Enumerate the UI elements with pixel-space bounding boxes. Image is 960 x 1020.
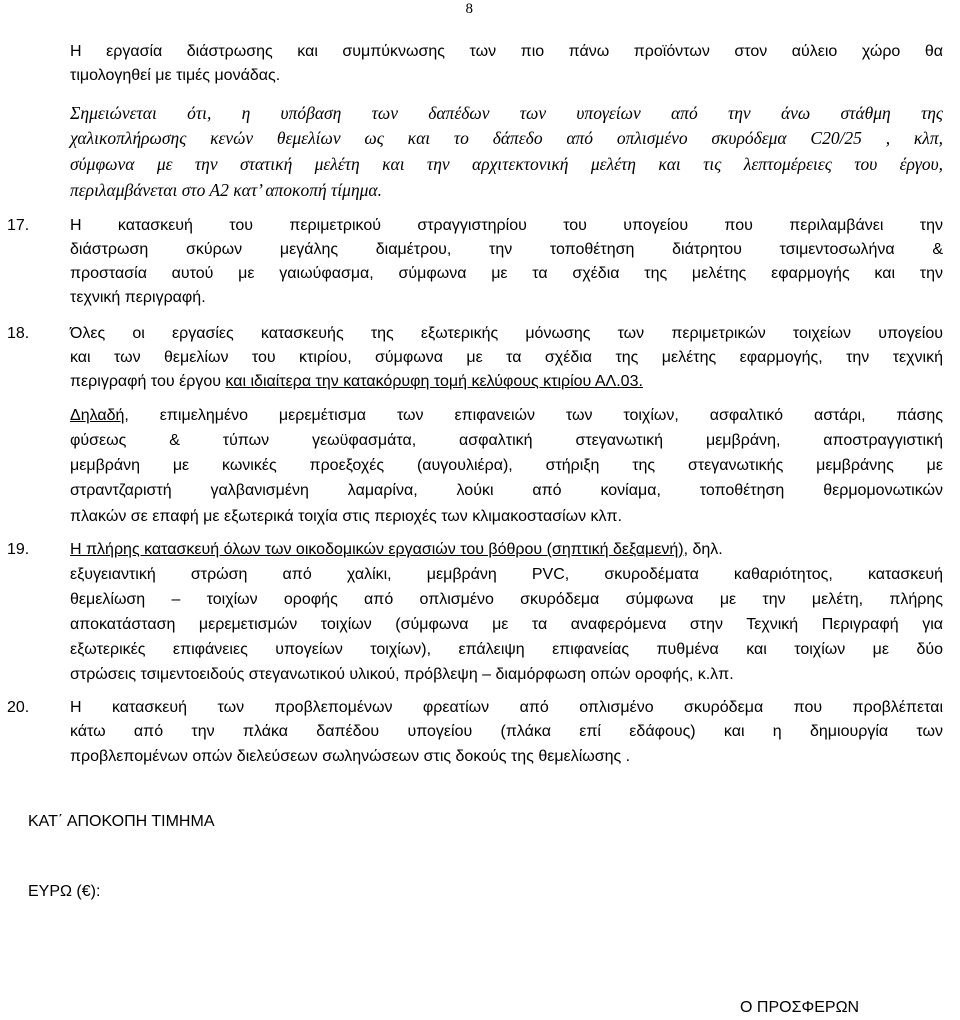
item-18-detail-line: στραντζαριστή γαλβανισμένη λαμαρίνα, λούκι από κονίαμα, τοποθέτηση θερμομονωτικών [70, 482, 943, 499]
item-18-line3-text: περιγραφή του έργου [70, 373, 226, 390]
intro-p2-line: σύμφωνα με την στατική μελέτη και την αρχιτεκτονική μελέτη και τις λεπτομέρειες του έργου, [70, 154, 943, 174]
item-18-underlined-reference: και ιδιαίτερα την κατακόρυφη τομή κελύφους κτιρίου ΑΛ.03. [225, 373, 643, 390]
item-number: 19. [7, 541, 30, 558]
intro-p2-line: Σημειώνεται ότι, η υπόβαση των δαπέδων των υπογείων από την άνω στάθμη της [70, 103, 943, 123]
item-17-line: Η κατασκευή του περιμετρικού στραγγιστηρίου του υπογείου που περιλαμβάνει την [70, 217, 943, 234]
intro-p1-line: τιμολογηθεί με τιμές μονάδας. [70, 67, 281, 84]
item-17-line: διάστρωση σκύρων μεγάλης διαμέτρου, την τοποθέτηση διάτρητου τσιμεντοσωλήνα & [70, 241, 943, 258]
item-18-detail-line [70, 404, 943, 428]
item-19-line [70, 538, 723, 562]
item-19-line: στρώσεις τσιμεντοειδούς στεγανωτικού υλικού, πρόβλεψη – διαμόρφωση οπών οροφής, κ.λπ. [70, 666, 734, 683]
intro-p1-line: Η εργασία διάστρωσης και συμπύκνωσης των πιο πάνω προϊόντων στον αύλειο χώρο θα [70, 43, 943, 60]
bidder-signature-label: Ο ΠΡΟΣΦΕΡΩΝ [740, 999, 860, 1016]
detail-lead: Δηλαδή [70, 407, 125, 424]
intro-p2-line: περιλαμβάνεται στο Α2 κατ’ αποκοπή τίμημα. [70, 180, 382, 200]
item-18-detail-line: πλακών σε επαφή με εξωτερικά τοιχία στις περιοχές των κλιμακοστασίων κλπ. [70, 508, 623, 525]
item-18-detail-line: μεμβράνη με κωνικές προεξοχές (αυγουλιέρα), στήριξη της στεγανωτικής μεμβράνης με [70, 457, 943, 474]
item-18-detail-line: φύσεως & τύπων γεωϋφασμάτα, ασφαλτική στεγανωτική μεμβράνη, αποστραγγιστική [70, 432, 943, 449]
item-number: 20. [7, 699, 30, 716]
item-19-line: αποκατάσταση μερεμετισμών τοιχίων (σύμφωνα με τα αναφερόμενα στην Τεχνική Περιγραφή για [70, 616, 943, 633]
item-19-line1-text: δηλ. [688, 541, 723, 558]
detail-text: , επιμελημένο μερεμέτισμα των επιφανειών των τοιχίων, ασφαλτικό αστάρι, πάσης [124, 407, 943, 424]
item-19-line: εξωτερικές επιφάνειες υπογείων τοιχίων), επάλειψη επιφανείας πυθμένα και τοιχίων με δύο [70, 641, 943, 658]
item-20-line: προβλεπομένων οπών διελεύσεων σωληνώσεων στις δοκούς της θεμελίωσης . [70, 748, 631, 765]
item-number: 17. [7, 217, 30, 234]
item-17-line: προστασία αυτού με γαιωύφασμα, σύμφωνα με τα σχέδια της μελέτης εφαρμογής και την [70, 265, 943, 282]
item-20-line: κάτω από την πλάκα δαπέδου υπογείου (πλάκα επί εδάφους) και η δημιουργία των [70, 723, 943, 740]
item-number: 18. [7, 325, 30, 342]
page-number: 8 [465, 1, 473, 17]
item-19-line: εξυγειαντική στρώση από χαλίκι, μεμβράνη PVC, σκυροδέματα καθαριότητος, κατασκευή [70, 566, 943, 583]
intro-p2-line: χαλικοπλήρωσης κενών θεμελίων ως και το δάπεδο από οπλισμένο σκυρόδεμα C20/25 , κλπ, [70, 128, 943, 148]
item-18-line [70, 370, 643, 394]
item-19-underlined-title: Η πλήρης κατασκευή όλων των οικοδομικών εργασιών του βόθρου (σηπτική δεξαμενή), [70, 541, 689, 558]
item-18-line: Όλες οι εργασίες κατασκευής της εξωτερικής μόνωσης των περιμετρικών τοιχείων υπογείου [70, 325, 943, 342]
lump-sum-heading: ΚΑΤ΄ ΑΠΟΚΟΠΗ ΤΙΜΗΜΑ [28, 813, 215, 830]
item-19-line: θεμελίωση – τοιχίων οροφής από οπλισμένο σκυρόδεμα σύμφωνα με την μελέτη, πλήρης [70, 591, 943, 608]
item-18-line: και των θεμελίων του κτιρίου, σύμφωνα με τα σχέδια της μελέτης εφαρμογής, την τεχνική [70, 349, 943, 366]
euro-amount-label: ΕΥΡΩ (€): [28, 883, 101, 900]
item-17-line: τεχνική περιγραφή. [70, 289, 206, 306]
item-20-line: Η κατασκευή των προβλεπομένων φρεατίων από οπλισμένο σκυρόδεμα που προβλέπεται [70, 699, 943, 716]
